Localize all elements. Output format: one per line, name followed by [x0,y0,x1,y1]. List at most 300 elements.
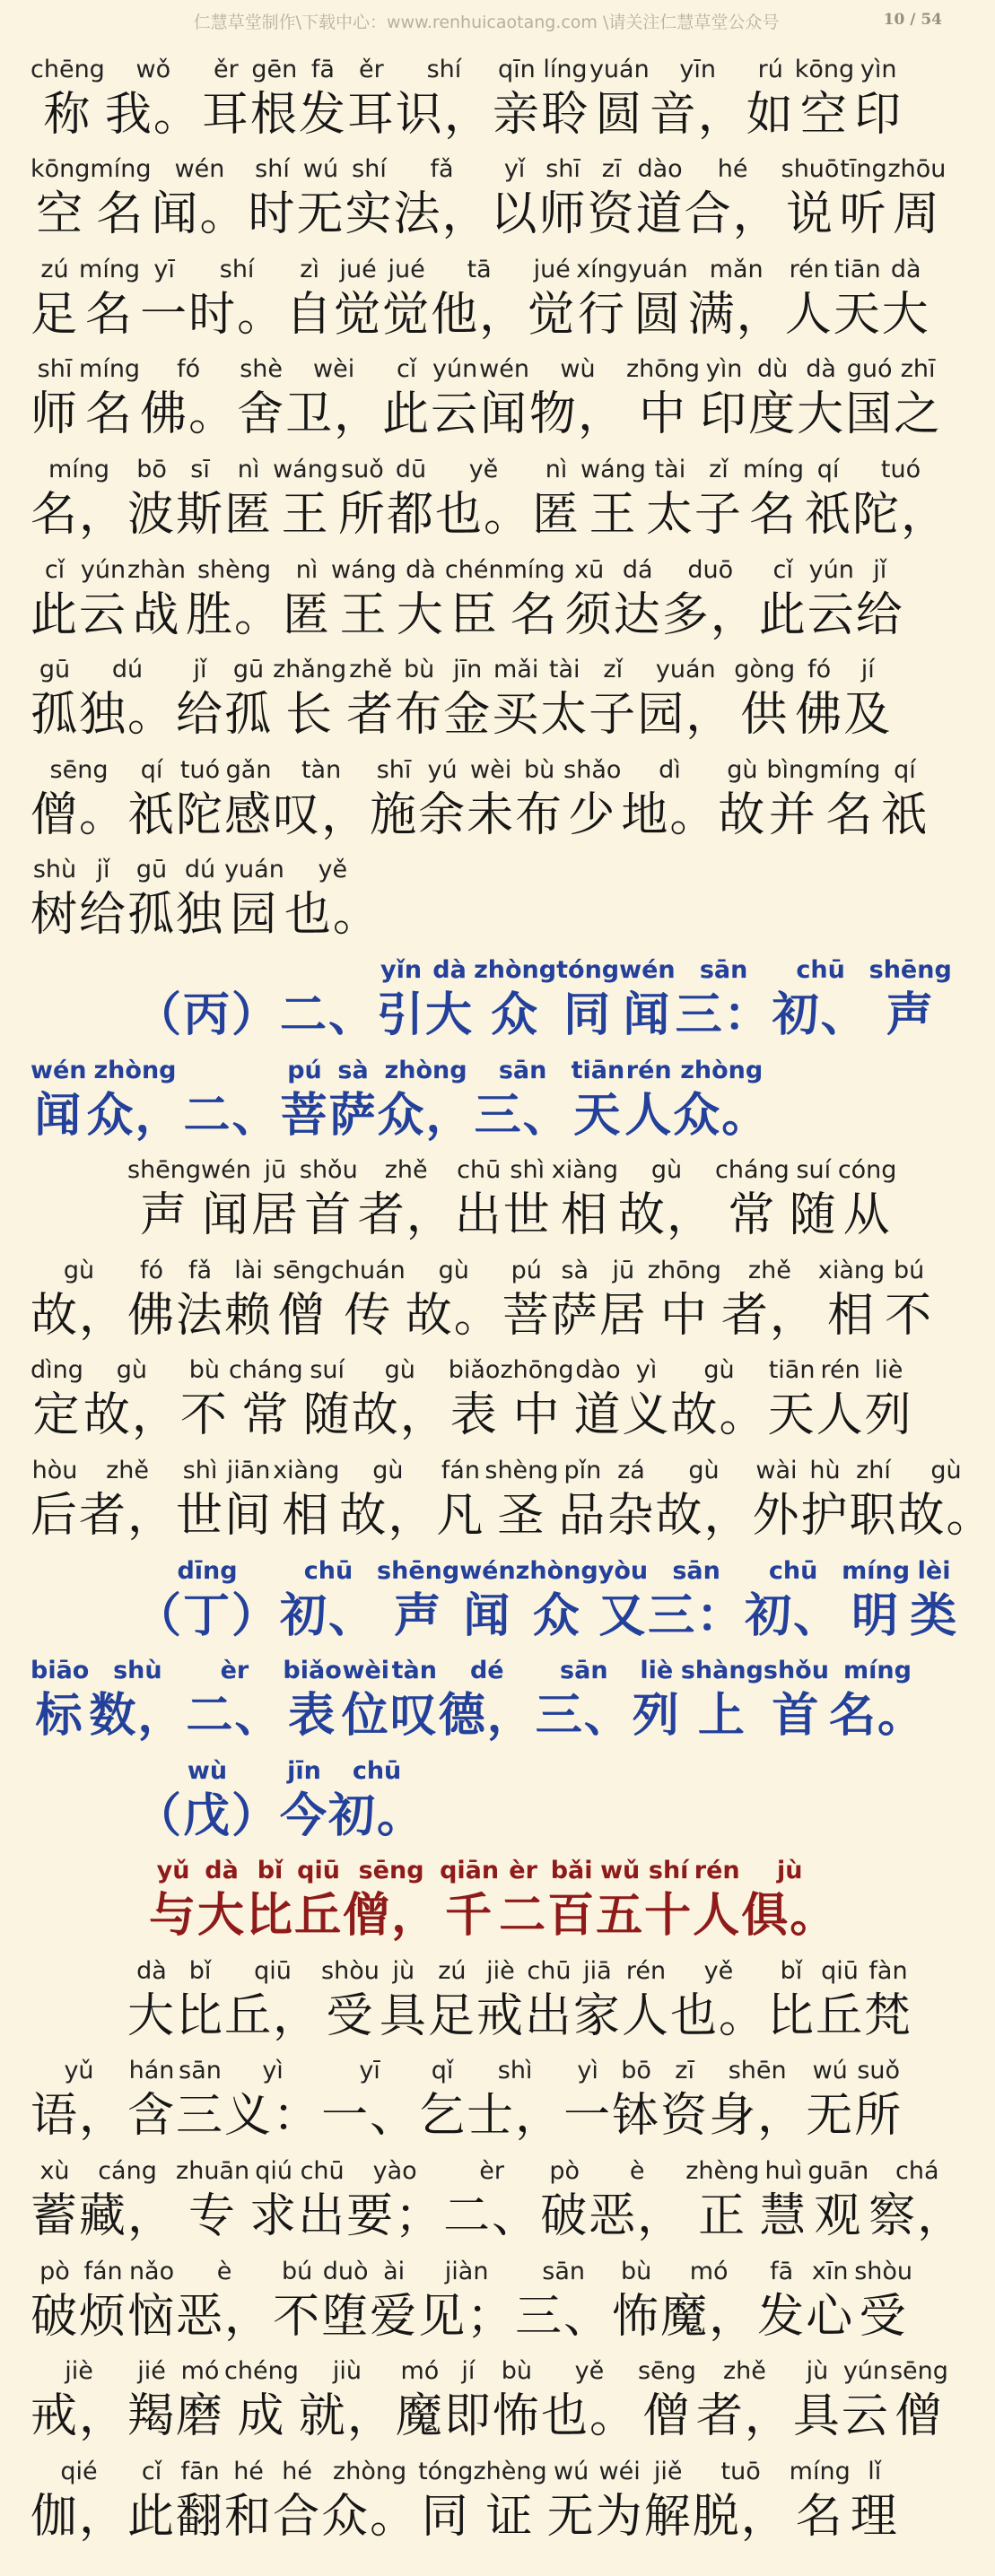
hanzi: 叹， [273,788,371,842]
pinyin: rén [624,1056,674,1084]
pinyin: xù [31,2157,79,2186]
pinyin: dà [197,1857,247,1885]
hanzi-with-pinyin [418,2057,467,2144]
pinyin: sī [176,455,225,483]
pinyin: shòu [321,1956,380,1985]
hanzi-with-pinyin [418,2457,474,2544]
pinyin: chū [298,2157,347,2186]
hanzi: 叹 [389,1689,439,1744]
hanzi-with-pinyin [79,2157,177,2244]
hanzi-with-pinyin [248,155,297,242]
pinyin: èr [499,1857,548,1885]
pinyin: shì [176,1456,225,1484]
page-header [31,0,942,41]
pinyin: tàn [273,755,371,784]
hanzi: 和 [224,2489,274,2544]
hanzi: 发 [757,2289,807,2344]
pinyin: zhī [894,355,943,384]
pinyin: shè [237,355,286,384]
hanzi-with-pinyin [140,355,238,442]
pinyin: zhě [357,1156,455,1185]
hanzi: 一 [140,287,189,342]
hanzi-with-pinyin [645,455,694,542]
pinyin: jí [843,656,893,684]
hanzi-with-pinyin [500,1356,574,1443]
hanzi-with-pinyin [515,1556,598,1643]
hanzi: 空 [794,87,855,142]
hanzi-with-pinyin [179,1356,229,1443]
hanzi: 买 [492,688,541,743]
hanzi-with-pinyin [228,1356,303,1443]
hanzi: 故， [655,1488,753,1543]
pinyin: wèi [285,355,383,384]
hanzi-with-pinyin [321,2457,419,2544]
text-line [31,1139,942,1243]
hanzi: 三、 [515,2289,613,2344]
hanzi: 王 [580,487,646,542]
hanzi-with-pinyin [766,1956,816,2043]
hanzi-with-pinyin [789,1156,838,1243]
hanzi: 菩 [280,1088,329,1143]
hanzi-with-pinyin [563,2057,613,2144]
hanzi: 怖 [612,2289,661,2344]
hanzi-with-pinyin [532,455,581,542]
hanzi-with-pinyin [807,555,856,642]
hanzi-with-pinyin [201,55,250,142]
pinyin: zhòng [321,2457,419,2485]
hanzi: 中 [647,1288,721,1343]
pinyin: dìng [31,1356,83,1385]
pinyin: xiàng [273,1456,340,1484]
pinyin: tài [645,455,694,483]
hanzi: 给 [79,888,128,943]
hanzi: 根 [249,87,299,142]
text-line [31,238,942,342]
hanzi-with-pinyin [346,656,396,743]
hanzi-with-pinyin [395,55,493,142]
hanzi-with-pinyin [431,255,528,342]
pinyin: bù [395,656,444,684]
hanzi: 孤 [31,688,80,743]
hanzi: 见； [418,2289,516,2344]
hanzi-with-pinyin [104,55,202,142]
pinyin: cháng [715,1156,790,1185]
hanzi-with-pinyin [607,1456,656,1543]
pinyin: kōng [31,155,91,184]
hanzi-with-pinyin [321,2057,419,2144]
hanzi: 又 [598,1588,649,1643]
hanzi-with-pinyin [499,1857,548,1944]
pinyin: zǐ [694,455,743,483]
pinyin: rén [621,1956,670,1985]
hanzi-with-pinyin [296,155,345,242]
pinyin: míng [789,2457,851,2485]
hanzi: 比 [176,1989,225,2043]
pinyin: suí [789,1156,838,1185]
pinyin: chá [868,2157,966,2186]
hanzi-with-pinyin [797,355,846,442]
hanzi: 求 [249,2189,299,2244]
hanzi: 大 [881,287,930,342]
hanzi-with-pinyin [280,1556,378,1643]
pinyin: fó [140,355,238,384]
hanzi-with-pinyin [79,1456,177,1543]
hanzi-with-pinyin [197,1857,247,1944]
hanzi: 萨 [328,1088,378,1143]
pinyin: cóng [837,1156,897,1185]
pinyin: sān [648,1556,746,1585]
hanzi-with-pinyin [540,2357,638,2444]
hanzi-with-pinyin [434,455,532,542]
pinyin: dà [127,1956,176,1985]
pinyin: chū [280,1556,378,1585]
pinyin: yuán [224,856,284,884]
pinyin: wù [528,355,626,384]
hanzi: 二、 [183,1088,281,1143]
hanzi: 施 [370,788,419,842]
hanzi-with-pinyin [79,355,141,442]
hanzi-with-pinyin [625,355,701,442]
hanzi: 义： [224,2089,322,2144]
hanzi-with-pinyin [249,2157,299,2244]
pinyin: cǐ [758,555,807,584]
pinyin: wáng [331,555,397,584]
hanzi-with-pinyin [742,455,804,542]
hanzi: 此 [31,587,80,642]
hanzi: 爱 [370,2289,419,2344]
pinyin: dào [573,1356,623,1385]
hanzi-with-pinyin [127,455,177,542]
pinyin: xíng [576,255,628,283]
hanzi: 闻。 [151,187,249,242]
text-line [31,2240,942,2344]
hanzi-with-pinyin [535,1657,633,1744]
hanzi-with-pinyin [839,155,888,242]
hanzi: 国 [845,387,895,442]
hanzi-with-pinyin [302,1356,352,1443]
hanzi-with-pinyin [624,1056,674,1143]
pinyin: mǎn [687,255,785,283]
pinyin: cáng [79,2157,177,2186]
hanzi-with-pinyin [377,1056,475,1143]
hanzi: 理 [850,2489,899,2544]
hanzi: 都 [386,487,435,542]
hanzi-with-pinyin [828,1657,926,1744]
pinyin: zhōng [625,355,701,384]
hanzi: 一 [563,2089,613,2144]
pinyin: dú [176,856,225,884]
hanzi: 相 [817,1288,886,1343]
pinyin: wù [135,1756,281,1785]
pinyin: qiān [440,1857,500,1885]
hanzi: 初、 [280,1588,378,1643]
pinyin: shí [345,155,394,184]
hanzi: 他， [431,287,528,342]
pinyin: fó [127,1256,177,1284]
pinyin: zhě [79,1456,177,1484]
hanzi: 名 [819,788,881,842]
hanzi: 身， [709,2089,807,2144]
pinyin: dà [797,355,846,384]
hanzi: 含 [127,2089,177,2144]
hanzi: 我。 [104,87,202,142]
pinyin: nì [532,455,580,483]
pinyin: yǔ [149,1857,198,1885]
pinyin: yī [321,2057,419,2085]
pinyin: qiú [249,2157,299,2186]
hanzi: 行 [576,287,628,342]
pinyin: wài [752,1456,801,1484]
hanzi: 太 [540,688,589,743]
hanzi-with-pinyin [224,455,274,542]
hanzi-with-pinyin [186,1657,284,1744]
pinyin: shèng [185,555,283,584]
hanzi: 僧， [343,1889,441,1944]
hanzi-with-pinyin [598,1256,648,1343]
hanzi: 众， [86,1088,184,1143]
hanzi-with-pinyin [224,2457,274,2544]
hanzi-with-pinyin [176,856,225,943]
pinyin: jué [528,255,577,283]
hanzi: 云 [431,387,480,442]
hanzi: 相 [551,1188,618,1243]
hanzi-with-pinyin [784,255,834,342]
hanzi: 标 [31,1689,90,1744]
pinyin: shēng [377,1556,460,1585]
hanzi: 伽， [31,2489,128,2544]
hanzi: 识， [395,87,493,142]
hanzi-with-pinyin [781,155,840,242]
hanzi-with-pinyin [89,1657,187,1744]
pinyin: tuó [852,455,950,483]
hanzi-with-pinyin [90,155,152,242]
hanzi-with-pinyin [176,2457,225,2544]
hanzi-with-pinyin [31,856,80,943]
hanzi: 同 [556,988,620,1042]
hanzi-with-pinyin [474,1056,572,1143]
hanzi-with-pinyin [448,1356,501,1443]
pinyin: gù [405,1256,502,1284]
pinyin: mǎi [492,656,541,684]
hanzi-with-pinyin [83,1356,180,1443]
pinyin: shǎo [563,755,622,784]
hanzi-with-pinyin [854,55,903,142]
hanzi-with-pinyin [576,255,628,342]
hanzi: 丘 [815,1989,864,2043]
hanzi: 同 [418,2489,474,2544]
hanzi-with-pinyin [800,1456,850,1543]
hanzi-with-pinyin [556,955,620,1042]
hanzi-with-pinyin [635,155,685,242]
hanzi-with-pinyin [127,1256,177,1343]
hanzi: 故， [339,1488,437,1543]
hanzi-with-pinyin [795,656,844,743]
hanzi: 闻 [619,988,676,1042]
hanzi-with-pinyin [833,255,882,342]
pinyin: yìn [854,55,903,83]
hanzi: 独 [176,888,225,943]
hanzi: 觉 [334,287,383,342]
pinyin: sēng [343,1857,441,1885]
hanzi-with-pinyin [246,1857,295,1944]
hanzi-with-pinyin [627,255,688,342]
hanzi: 堕 [321,2289,371,2344]
hanzi-with-pinyin [538,155,588,242]
hanzi: 名 [90,187,152,242]
hanzi: 云 [79,587,128,642]
pinyin: hé [273,2457,322,2485]
hanzi: 时。 [188,287,286,342]
hanzi-with-pinyin [31,656,80,743]
hanzi: 闻 [201,1188,251,1243]
hanzi: 慧 [759,2189,808,2244]
pinyin: wáng [580,455,646,483]
hanzi-with-pinyin [188,255,286,342]
pinyin: qiū [224,1956,322,1985]
pinyin: tàn [389,1657,439,1685]
hanzi: 长 [273,688,347,743]
hanzi: 道 [573,1388,623,1443]
hanzi: 常 [228,1388,303,1443]
hanzi: 比 [766,1989,816,2043]
pinyin: xīn [806,2257,855,2285]
heading-line [31,938,952,1042]
hanzi: 三 [176,2089,225,2144]
pinyin: tā [431,255,528,283]
pinyin: zhě [346,656,396,684]
hanzi: 祇 [880,788,930,842]
hanzi: 聆 [540,87,589,142]
pinyin: gù [31,1256,128,1284]
hanzi: 觉 [382,287,432,342]
pinyin: tiān [833,255,882,283]
hanzi-with-pinyin [880,755,930,842]
pinyin: sēng [637,2357,696,2386]
hanzi: 僧 [637,2389,696,2444]
hanzi: 后 [31,1488,80,1543]
hanzi: 子 [694,487,743,542]
hanzi-with-pinyin [655,1456,753,1543]
pinyin: bǐ [766,1956,816,1985]
hanzi-with-pinyin [855,555,904,642]
pinyin: gēn [249,55,299,83]
hanzi: 祇 [804,487,853,542]
hanzi: 名。 [828,1689,926,1744]
hanzi-with-pinyin [351,1356,449,1443]
hanzi: 耳 [201,87,250,142]
pinyin: bù [492,2357,541,2386]
pinyin: zhuān [176,2157,250,2186]
pinyin: èr [186,1657,284,1685]
hanzi: 故， [351,1388,449,1443]
text-line [31,2040,942,2144]
hanzi-with-pinyin [31,155,91,242]
hanzi-with-pinyin [550,1256,599,1343]
hanzi: 解 [643,2489,693,2544]
hanzi: 战 [127,587,186,642]
hanzi-with-pinyin [845,355,895,442]
hanzi: 僧。 [31,788,128,842]
hanzi-with-pinyin [339,1456,437,1543]
pinyin: yú [418,755,467,784]
hanzi-with-pinyin [644,1857,694,1944]
hanzi-with-pinyin [684,155,781,242]
pinyin: xū [564,555,614,584]
hanzi-with-pinyin [748,355,798,442]
hanzi-with-pinyin [127,2457,177,2544]
hanzi: 圆 [589,87,650,142]
hanzi-with-pinyin [31,2157,80,2244]
hanzi-with-pinyin [467,755,516,842]
hanzi: 上 [680,1689,764,1744]
pinyin: nì [224,455,274,483]
hanzi-with-pinyin [881,255,930,342]
text-line [31,1339,942,1443]
hanzi: 声 [377,1588,460,1643]
hanzi: 千 [440,1889,500,1944]
hanzi-with-pinyin [885,1256,934,1343]
pinyin: chū [454,1156,503,1185]
hanzi: 心 [806,2289,855,2344]
hanzi-with-pinyin [551,1156,619,1243]
hanzi: 卫， [285,387,383,442]
hanzi-with-pinyin [622,1356,671,1443]
hanzi: 中 [625,387,701,442]
pinyin: fǎ [393,155,491,184]
hanzi: 初、 [772,988,869,1042]
hanzi-with-pinyin [346,55,396,142]
hanzi-with-pinyin [438,1657,536,1744]
hanzi: 者， [720,1288,818,1343]
hanzi-with-pinyin [673,1056,771,1143]
hanzi: 以 [490,187,539,242]
hanzi-with-pinyin [619,955,676,1042]
hanzi: 戒 [476,1989,525,2043]
hanzi-with-pinyin [405,1256,502,1343]
pinyin: wén [201,1156,251,1185]
hanzi-with-pinyin [837,1156,897,1243]
hanzi-with-pinyin [343,1857,441,1944]
pinyin: guó [845,355,895,384]
pinyin: chén [444,555,504,584]
pinyin: qié [31,2457,128,2485]
hanzi-with-pinyin [757,2257,807,2344]
hanzi: 家 [572,1989,622,2043]
hanzi-with-pinyin [558,1456,607,1543]
hanzi: 无 [296,187,345,242]
hanzi: 名， [31,487,128,542]
hanzi-with-pinyin [440,1857,500,1944]
pinyin: sān [176,2057,225,2085]
hanzi: 足 [31,287,80,342]
hanzi-with-pinyin [331,555,397,642]
pinyin: gù [670,1356,768,1385]
pinyin: suǒ [854,2057,903,2085]
pinyin: yì [563,2057,613,2085]
pinyin: ěr [201,55,250,83]
hanzi: 之 [894,387,943,442]
pinyin: fā [298,55,347,83]
hanzi: 三、 [535,1689,633,1744]
pinyin: bō [612,2057,661,2085]
hanzi-with-pinyin [395,2357,444,2444]
text-line [31,1239,942,1343]
pinyin: zhàn [127,555,186,584]
hanzi: 孤 [224,688,274,743]
hanzi: 空 [31,187,91,242]
hanzi-with-pinyin [618,1156,716,1243]
pinyin: bú [885,1256,934,1284]
